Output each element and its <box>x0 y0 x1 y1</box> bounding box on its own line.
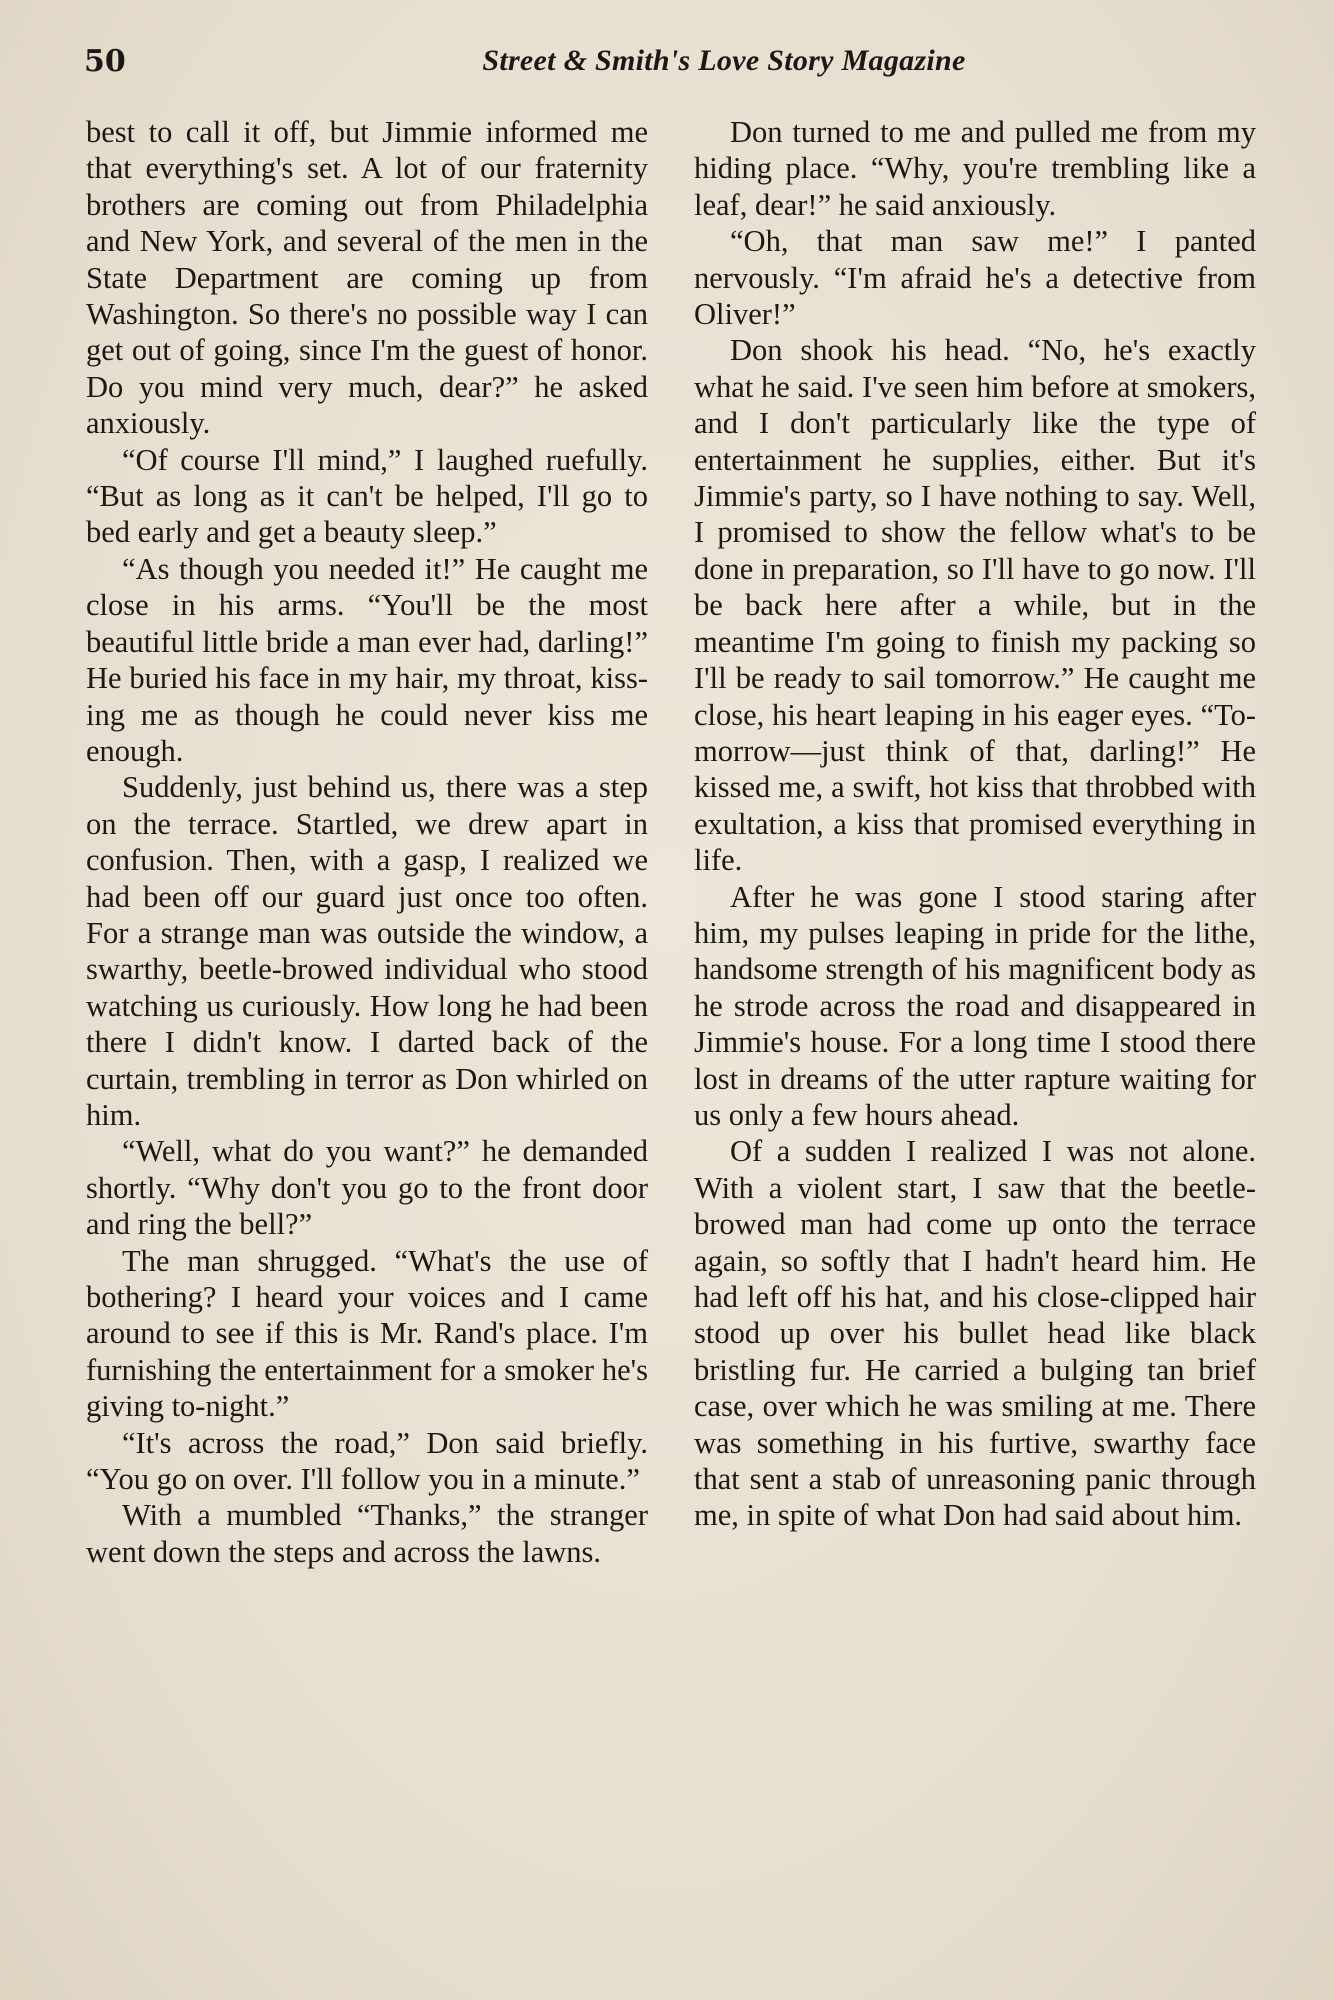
page-number: 50 <box>84 44 126 79</box>
paragraph: Suddenly, just behind us, there was a step on the terrace. Startled, we drew apart in confusion. Then, with a gasp, I realized we had been off our guard just once too often. For a strange man was outside the window, a swarthy, beetle-browed individual who stood watching us curiously. How long he had been there I didn't know. I darted back of the curtain, trembling in terror as Don whirled on him. <box>86 770 648 1132</box>
paragraph: best to call it off, but Jimmie informed me that everything's set. A lot of our fraternity brothers are coming out from Philadelphia and New York, and several of the men in the State Department are coming up from Washington. So there's no possible way I can get out of going, since I'm the guest of honor. Do you mind very much, dear?” he asked anxiously. <box>86 115 648 441</box>
paragraph: “Oh, that man saw me!” I panted nervously. “I'm afraid he's a detective from Oliver!” <box>694 224 1256 332</box>
left-column <box>86 114 648 1570</box>
paragraph: Don shook his head. “No, he's exactly what he said. I've seen him before at smokers, and I don't particularly like the type of entertainment he supplies, either. But it's Jimmie's party, so I have nothing to say. Well, I promised to show the fellow what's to be done in preparation, so I'll have to go now. I'll be back here after a while, but in the meantime I'm going to finish my packing so I'll be ready to sail tomorrow.” He caught me close, his heart leaping in his eager eyes. “Tomorrow—just think of that, darling!” He kissed me, a swift, hot kiss that throbbed with exultation, a kiss that promised everything in life. <box>694 333 1256 878</box>
paragraph: Of a sudden I realized I was not alone. With a violent start, I saw that the beetle-browed man had come up onto the terrace again, so softly that I hadn't heard him. He had left off his hat, and his close-clipped hair stood up over his bullet head like black bristling fur. He carried a bulging tan brief case, over which he was smiling at me. There was something in his furtive, swarthy face that sent a stab of unreasoning panic through me, in spite of what Don had said about him. <box>694 1134 1256 1533</box>
paragraph: After he was gone I stood staring after him, my pulses leaping in pride for the lithe, handsome strength of his magnificent body as he strode across the road and disappeared in Jimmie's house. For a long time I stood there lost in dreams of the utter rapture waiting for us only a few hours ahead. <box>694 879 1256 1132</box>
page-header <box>84 44 1264 88</box>
paragraph: With a mumbled “Thanks,” the stranger went down the steps and across the lawns. <box>86 1498 648 1569</box>
right-column <box>694 114 1256 1534</box>
paragraph: Don turned to me and pulled me from my hiding place. “Why, you're trembling like a leaf, dear!” he said anxiously. <box>694 115 1256 222</box>
paragraph: “As though you needed it!” He caught me close in his arms. “You'll be the most beautiful little bride a man ever had, darling!” He buried his face in my hair, my throat, kissing me as though he could never kiss me enough. <box>86 551 648 768</box>
paragraph: “It's across the road,” Don said briefly. “You go on over. I'll follow you in a minute.” <box>86 1425 648 1497</box>
paragraph: “Well, what do you want?” he demanded shortly. “Why don't you go to the front door and ring the bell?” <box>86 1134 648 1242</box>
running-title: Street & Smith's Love Story Magazine <box>482 44 966 77</box>
paragraph: “Of course I'll mind,” I laughed ruefully. “But as long as it can't be helped, I'll go to bed early and get a beauty sleep.” <box>86 442 648 550</box>
paragraph: The man shrugged. “What's the use of bothering? I heard your voices and I came around to see if this is Mr. Rand's place. I'm furnishing the entertainment for a smoker he's giving to-night.” <box>86 1243 648 1424</box>
